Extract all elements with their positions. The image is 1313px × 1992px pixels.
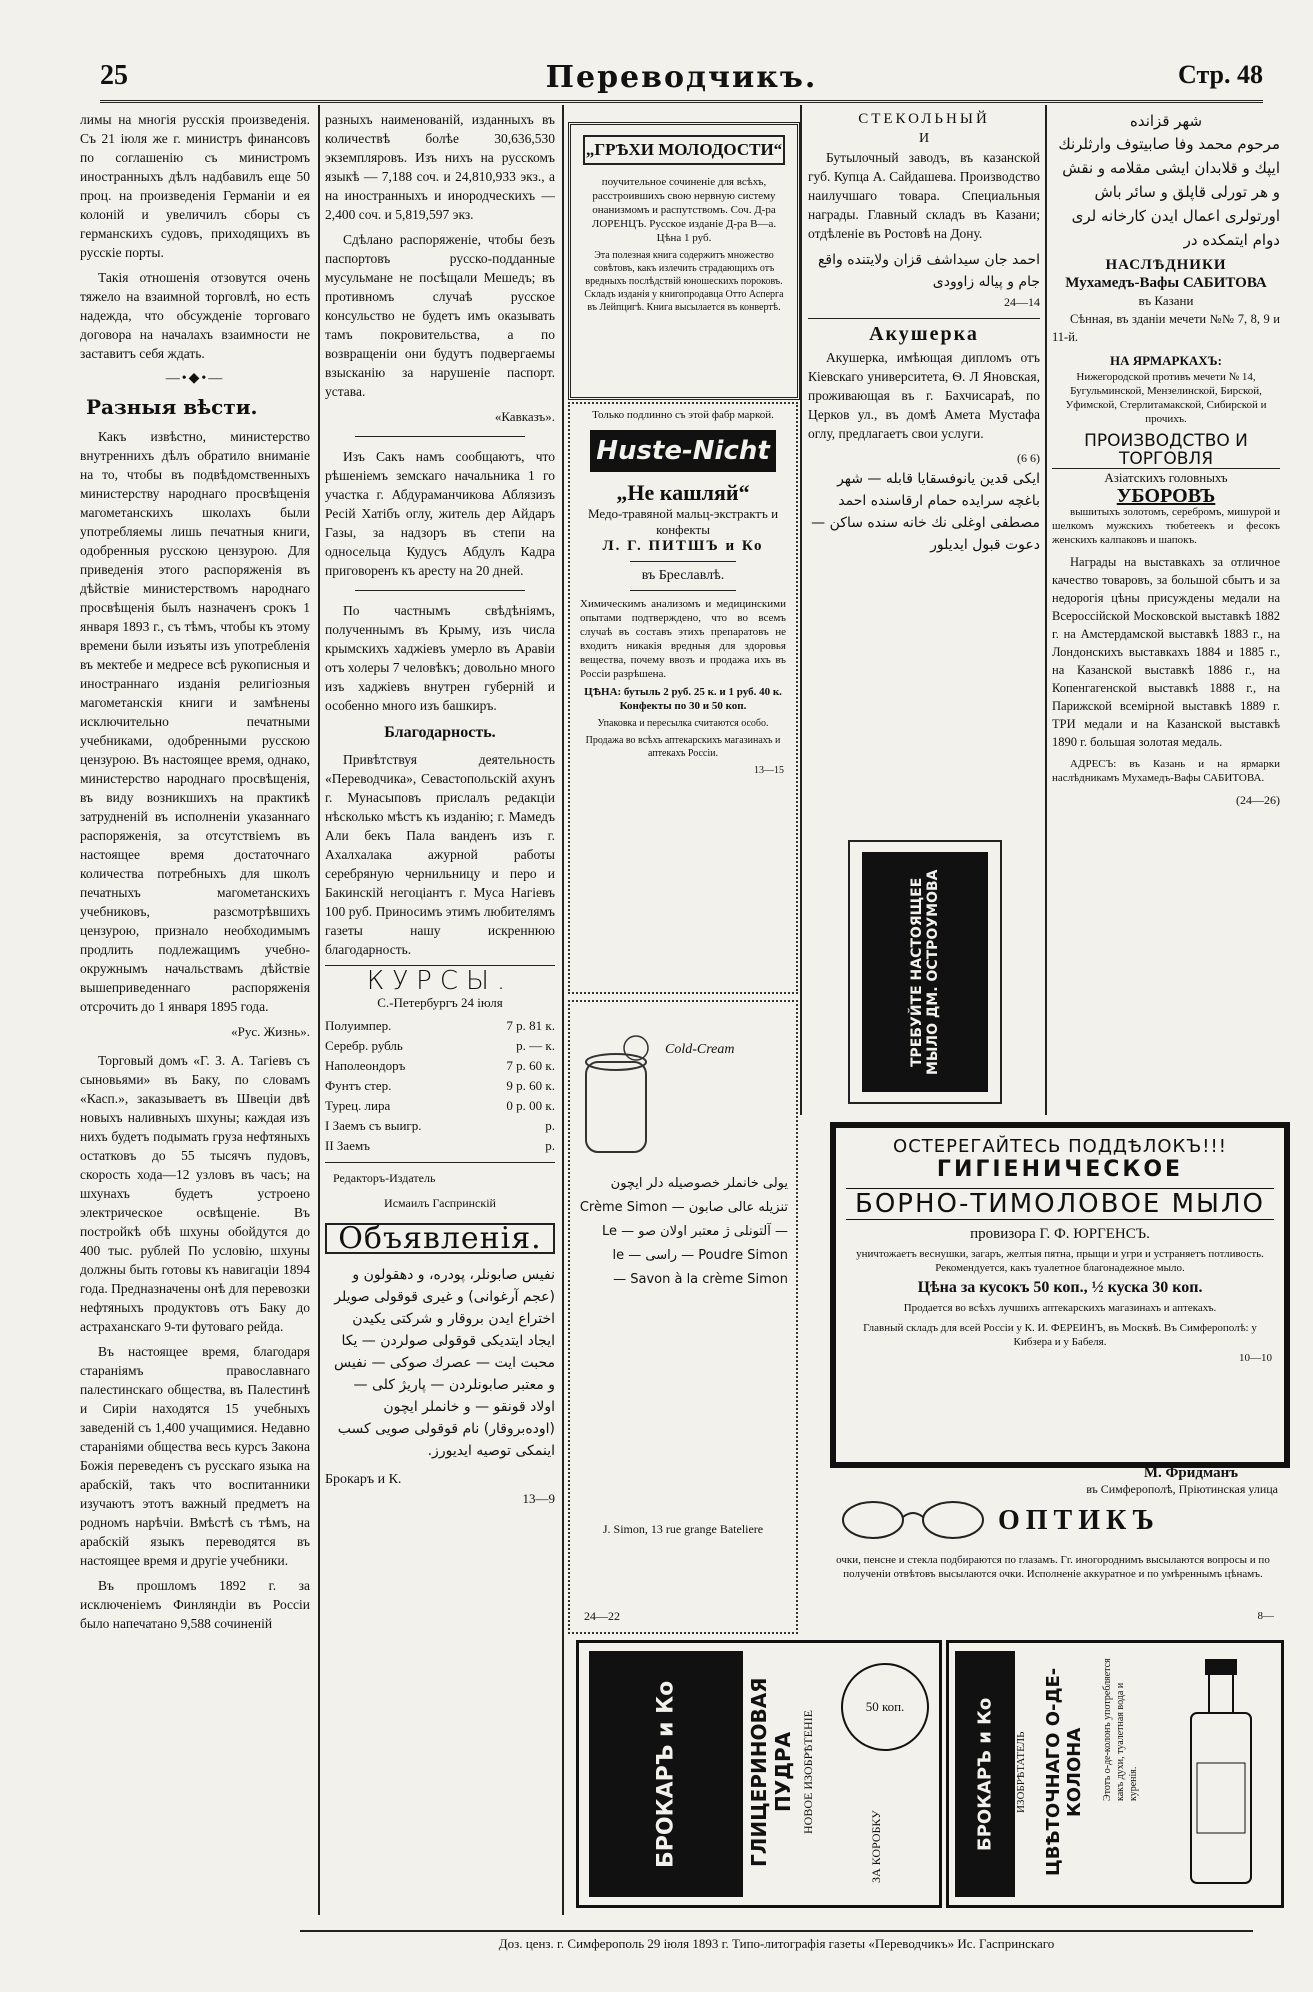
ornament-divider: —•◆•— bbox=[165, 371, 225, 386]
ubory-text: вышитыхъ золотомъ, серебромъ, мишурой и шелкомъ мужскихъ тюбетеекъ и фесокъ женскихъ калпаковъ и шапокъ. bbox=[1052, 506, 1280, 546]
ostroumov-soap-text: ТРЕБУЙТЕ НАСТОЯЩЕЕ МЫЛО ДМ. ОСТРОУМОВА bbox=[909, 869, 941, 1075]
editor-name: Исмаилъ Гаспринскій bbox=[384, 1196, 496, 1210]
exchange-rates-date: С.-Петербургъ 24 іюля bbox=[377, 995, 503, 1010]
section-title: Разныя вѣсти. bbox=[86, 395, 258, 419]
brocard-cologne-brand: БРОКАРЪ и Ко bbox=[974, 1697, 996, 1851]
page-footer: Доз. ценз. г. Симферополь 29 іюля 1893 г. Типо-литографія газеты «Переводчикъ» Ис. Гаспринскаго bbox=[300, 1930, 1253, 1952]
exchange-rate-name: Серебр. рубль bbox=[325, 1038, 403, 1053]
article-text: Такія отношенія отзовутся очень тяжело на взаимной торговлѣ, но есть надежда, что обсужденіе торговаго договора на началахъ взаимности не заставитъ себя ждать. bbox=[80, 270, 310, 361]
soap-maker: провизора Г. Ф. ЮРГЕНСЪ. bbox=[970, 1226, 1150, 1242]
exchange-rate-row bbox=[325, 1076, 555, 1096]
brocard-powder-ad bbox=[576, 1640, 942, 1908]
announcements-title: Объявленія. bbox=[325, 1223, 555, 1254]
column-rule bbox=[562, 105, 564, 1915]
ad-number: (6 6) bbox=[1017, 451, 1040, 465]
ad-number: 13—9 bbox=[522, 1491, 555, 1506]
brocard-brand-stamp bbox=[589, 1651, 743, 1897]
divider bbox=[630, 561, 736, 562]
article-text: Въ настоящее время, благодаря стараніямъ православнаго палестинскаго общества, въ Палестинѣ и Сиріи находятся 15 учебныхъ заведеній съ 1,400 учащимися. Недавно стараніями общества весь курсъ Закона Божія переведенъ съ русскаго языка на арабскій, такъ что воспитанники изучаютъ этотъ важный предметъ на родномъ нарѣчіи. Вмѣстѣ съ тѣмъ, на арабскій языкъ переводятся въ настоящее время и другіе учебники. bbox=[80, 1344, 310, 1568]
optician-title: ОПТИКЪ bbox=[998, 1505, 1160, 1536]
source-credit: «Кавказъ». bbox=[494, 409, 555, 424]
article-text: Въ прошломъ 1892 г. за исключеніемъ Финляндіи въ Россіи было напечатано 9,588 сочиненій bbox=[80, 1578, 310, 1631]
exchange-rate-row bbox=[325, 1136, 555, 1156]
column-1 bbox=[80, 110, 310, 1890]
brocard-cologne-sub: ИЗОБРѢТАТЕЛЬ bbox=[1015, 1731, 1027, 1813]
simon-address: J. Simon, 13 rue grange Bateliere bbox=[602, 1522, 764, 1536]
ostroumov-soap-stamp bbox=[862, 852, 988, 1092]
huste-text: Химическимъ анализомъ и медицинскими опытами подтверждено, что во всемъ случаѣ въ составъ этихъ препаратовъ не входитъ никакія вредныя для здоровья вещества, почему ввозъ и продажа ихъ въ Россіи разрѣшена. bbox=[580, 598, 786, 680]
article-text: Какъ извѣстно, министерство внутреннихъ дѣлъ обратило вниманіе на то, чтобы въ подвѣдомственныхъ министерству народнаго просвѣщенія магометанскихъ школахъ были употребляемы лишь печатныя книги, одобренныя русскою цензурою. Для приведенія этого распоряженія въ дѣйствіе министерствомъ народнаго просвѣщенія былъ назначенъ срокъ 1 января 1893 г., съ тѣмъ, чтобы къ этому времени были изъяты изъ употребленія въ мектебе и медресе всѣ рукописныя и иностраннаго изданія религіозныя магометанскія книги и замѣнены исключительно печатными учебниками, одобренными русскою цензурою. Въ настоящее время, однако, министерство народнаго просвѣщенія, въ виду возникшихъ на практикѣ затрудненій въ исполненіи указаннаго распоряженія, за отсутствіемъ въ настоящее время достаточнаго количества потребныхъ для школъ печатныхъ магометанскихъ учебниковъ, разсмотрѣвшихъ цензурою, признало необходимымъ продлить подлежащимъ учебно-окружнымъ начальствамъ дѣйствіе вышеприведеннаго распоряженія отсрочить до 1 января 1895 года. bbox=[80, 429, 310, 1014]
huste-maker: Л. Г. ПИТШЪ и Ко bbox=[602, 538, 764, 554]
huste-nicht-logo: Huste-Nicht bbox=[590, 430, 776, 472]
production-title: ПРОИЗВОДСТВО И ТОРГОВЛЯ bbox=[1052, 432, 1280, 469]
brocard-powder-brand: БРОКАРЪ и Ко bbox=[653, 1680, 679, 1868]
soap-name: БОРНО-ТИМОЛОВОЕ МЫЛО bbox=[846, 1188, 1274, 1220]
brocard-cologne-ad bbox=[946, 1640, 1284, 1908]
exchange-rate-value: 7 р. 81 к. bbox=[506, 1018, 555, 1033]
ad-number: 10—10 bbox=[1239, 1352, 1272, 1364]
optician-name: М. Фридманъ bbox=[1143, 1465, 1238, 1481]
spectacles-icon bbox=[838, 1495, 988, 1545]
huste-sale: Продажа во всѣхъ аптекарскихъ магазинахъ и аптекахъ Россіи. bbox=[585, 735, 781, 759]
ad-number: 13—15 bbox=[754, 765, 784, 776]
article-text: Изъ Сакъ намъ сообщаютъ, что рѣшеніемъ земскаго начальника 1 го участка г. Абдураманчикова Аблязизъ Ресій Хатібъ оглу, житель дер Айдаръ Газы, за надзоръ въ степи на односельца Кудусъ Абдулъ Кадра приговоренъ къ аресту на 20 дней. bbox=[325, 449, 555, 578]
ostroumov-soap-ad bbox=[848, 840, 1002, 1104]
brocard-cologne-brand-stamp bbox=[955, 1651, 1015, 1897]
fairs-title: НА ЯРМАРКАХЪ: bbox=[1110, 353, 1222, 368]
article-text: разныхъ наименованій, изданныхъ въ количествѣ болѣе 30,636,530 экземпляровъ. Изъ нихъ на русскомъ языкѣ — 7,188 соч. и 24,810,933 экз., а на иностранныхъ и инородческихъ — 2,400 соч. и 5,819,597 экз. bbox=[325, 112, 555, 222]
sabitov-address: АДРЕСЪ: въ Казань и на ярмарки наслѣдникамъ Мухамедъ-Вафы САБИТОВА. bbox=[1052, 758, 1280, 784]
divider bbox=[630, 590, 736, 591]
brocard-cologne-text: Этотъ о-де-колонъ употребляется какъ духи, туалетная вода и куренія. bbox=[1102, 1658, 1139, 1801]
grekhi-small-text: Эта полезная книга содержитъ множество совѣтовъ, какъ излечить страдающихъ отъ вредныхъ послѣдствій юношескихъ пороковъ. Складъ изданія у книгопродавца Отто Асперга въ Лейпцигѣ. Книга высылается въ конвертѣ. bbox=[584, 250, 784, 313]
brocard-cologne-product: ЦВѢТОЧНАГО О-ДЕ-КОЛОНА bbox=[1043, 1667, 1085, 1877]
grekhi-title: „ГРѢХИ МОЛОДОСТИ“ bbox=[583, 135, 785, 165]
huste-nicht-ad bbox=[568, 402, 798, 994]
divider bbox=[355, 590, 525, 591]
grekhi-text: поучительное сочиненіе для всѣхъ, расстроившихъ свою нервную систему онанизмомъ и распутствомъ. Соч. Д-ра ЛОРЕНЦЪ. Русское изданіе Д-ра В—а. Цѣна 1 руб. bbox=[591, 176, 777, 244]
divider bbox=[808, 318, 1040, 319]
column-2 bbox=[325, 110, 555, 1890]
gratitude-title: Благодарность. bbox=[384, 724, 496, 741]
ad-number: 24—14 bbox=[1004, 295, 1040, 309]
optician-city: въ Симферополѣ, Пріютинская улица bbox=[1086, 1482, 1278, 1496]
exchange-rate-name: Наполеондоръ bbox=[325, 1058, 406, 1073]
asiatic-label: Азіатскихъ головныхъ bbox=[1104, 470, 1228, 485]
simon-cream-ad bbox=[568, 1000, 798, 1634]
sabitov-arabic-text: مرحوم محمد وفا صابیتوف وارثلرنك ایپك و قلابدان ایشی مقلامه و نقش و هر تورلی قاپلق و سائر باش اورتولری اعمال ایدن کارخانه لری دوام ایتمکده در bbox=[1058, 135, 1280, 249]
heirs-title: НАСЛѢДНИКИ bbox=[1105, 257, 1227, 273]
exchange-rate-name: Фунтъ стер. bbox=[325, 1078, 392, 1093]
fairs-text: Нижегородской противъ мечети № 14, Бугульминской, Мензелинской, Бирской, Уфимской, Стерлитамакской, Сибирской и прочихъ. bbox=[1065, 371, 1267, 425]
exchange-rate-value: 9 р. 60 к. bbox=[506, 1078, 555, 1093]
huste-city: въ Бреславлѣ. bbox=[641, 568, 725, 583]
simon-arabic-text: یولی خانملر خصوصیله دلر ایچون تنزیله عالی صابون — Crème Simon — آلتونلی ژ معتبر اولان صو — Le Poudre Simon — راسی — le Savon à la crème Simon — bbox=[579, 1176, 788, 1287]
exchange-rate-value: 7 р. 60 к. bbox=[506, 1058, 555, 1073]
article-text: Торговый домъ «Г. З. А. Тагіевъ съ сыновьями» въ Баку, по словамъ «Касп.», заказываетъ въ Швеціи двѣ новыхъ наливныхъ шхуны; каждая изъ нихъ будетъ подымать груза нефтяныхъ остатковъ до 55 тысячъ пудовъ, скорость хода—12 узловъ въ часъ; на шхунахъ будетъ устроено электрическое освѣщеніе. Въ постройкѣ обѣ шхуны обойдутся до 400 тыс. рублей По условію, шхуны должны быть готовы къ навигаціи 1894 года. Предназначены онѣ для перевозки нефтяныхъ продуктовъ отъ Баку до астраханскаго 9-ти футоваго рейда. bbox=[80, 1053, 310, 1334]
exchange-rate-value: р. bbox=[545, 1138, 555, 1153]
soap-warning-banner: ОСТЕРЕГАЙТЕСЬ ПОДДѢЛОКЪ!!! bbox=[893, 1136, 1227, 1157]
cold-cream-label: Cold-Cream bbox=[665, 1042, 735, 1057]
exchange-rate-value: р. bbox=[545, 1118, 555, 1133]
exchange-rate-row bbox=[325, 1116, 555, 1136]
exchange-rate-row bbox=[325, 1056, 555, 1076]
divider bbox=[355, 436, 525, 437]
page-number-left: 25 bbox=[100, 60, 128, 91]
exchange-rate-name: II Заемъ bbox=[325, 1138, 370, 1153]
brocard-powder-sub: НОВОЕ ИЗОБРѢТЕНІЕ bbox=[801, 1710, 815, 1834]
ad-number: 24—22 bbox=[584, 1609, 620, 1623]
huste-quote: „Не кашляй“ bbox=[616, 480, 750, 505]
page-header bbox=[100, 60, 1263, 103]
page-number-right: Стр. 48 bbox=[1178, 60, 1263, 89]
optician-ad bbox=[828, 1465, 1278, 1623]
exchange-rate-name: Полуимпер. bbox=[325, 1018, 392, 1033]
ad-number: (24—26) bbox=[1236, 793, 1280, 807]
yurgens-soap-ad bbox=[830, 1122, 1290, 1468]
brocard-powder-product: ГЛИЦЕРИНОВАЯ ПУДРА bbox=[747, 1677, 795, 1867]
heirs-name: Мухамедъ-Вафы САБИТОВА bbox=[1065, 275, 1267, 291]
column-rule bbox=[1045, 105, 1047, 1115]
huste-pack: Упаковка и пересылка считаются особо. bbox=[597, 718, 769, 729]
cologne-bottle-icon bbox=[1161, 1653, 1271, 1893]
newspaper-title: Переводчикъ. bbox=[545, 60, 818, 95]
soap-price: Цѣна за кусокъ 50 коп., ½ куска 30 коп. bbox=[917, 1279, 1203, 1296]
awards-text: Награды на выставкахъ за отличное качество товаровъ, за большой сбытъ и за недорогія цѣны присуждены медали на Всероссійской Московской выставкѣ 1882 г. на Амстердамской выставкѣ 1883 г., на Лондонскихъ выставкахъ 1884 и 1885 г., на Казанской выставкѣ 1886 г., на Копенгагенской выставкѣ 1888 г., на Парижской всемірной выставкѣ 1889 г. ТРИ медали и на Казанской выставкѣ 1890 г. большая золотая медаль. bbox=[1052, 555, 1280, 749]
column-rule bbox=[800, 105, 802, 1115]
trademark-note: Только подлинно съ этой фабр маркой. bbox=[592, 409, 774, 421]
brocard-powder-side: ЗА КОРОБКУ bbox=[869, 1810, 883, 1883]
huste-description: Медо-травяной мальц-экстрактъ и конфекты bbox=[587, 506, 779, 537]
exchange-rate-name: Турец. лира bbox=[325, 1098, 391, 1113]
sabitov-arabic-title: شهر قزانده bbox=[1129, 112, 1203, 130]
midwife-arabic: ایکی قدین یانوفسقایا قابله — شهر باغچه سرایده حمام ارقاسنده احمد مصطفی اوغلی نك خانه سنده ساکن — دعوت قبول ایدیلور bbox=[811, 471, 1040, 553]
exchange-rate-value: 0 р. 00 к. bbox=[506, 1098, 555, 1113]
article-text: По частнымъ свѣдѣніямъ, полученнымъ въ Крыму, изъ числа крымскихъ хаджіевъ умерло въ Аравіи отъ холеры 7 человѣкъ; довольно много изъ хаджіевъ внутрен губерній и особенно много изъ башкиръ. bbox=[325, 603, 555, 713]
ubory-title: УБОРОВЪ bbox=[1116, 485, 1216, 507]
heirs-address: Сѣнная, въ зданіи мечети №№ 7, 8, 9 и 11-й. bbox=[1052, 312, 1280, 344]
glass-factory-arabic: احمد جان سیداشف قزان ولایتنده واقع جام و پیاله زاوودی bbox=[817, 252, 1040, 290]
midwife-title: Акушерка bbox=[869, 323, 979, 345]
article-text: Привѣтствуя деятельность «Переводчика», Севастопольскій ахунъ г. Мунасыповъ прислалъ редакціи нѣсколько мѣстъ къ изданію; г. Мамедъ Али бекъ Пала ванденъ изъ г. Ахалхалака ажурной работы серебряную чернильницу и перо и Бакинскій негоціантъ г. Муса Нагіевъ 100 руб. Приносимъ этимъ любителямъ газеты нашу искреннюю благодарность. bbox=[325, 752, 555, 957]
column-5 bbox=[1052, 110, 1280, 1110]
exchange-rate-row bbox=[325, 1016, 555, 1036]
editor-label: Редакторъ-Издатель bbox=[333, 1171, 436, 1185]
exchange-rate-row bbox=[325, 1096, 555, 1116]
exchange-rates-table bbox=[325, 1016, 555, 1156]
glass-factory-and: И bbox=[918, 131, 930, 146]
soap-depot: Главный складъ для всей Россіи у К. И. ФЕРЕИНЪ, въ Москвѣ. Въ Симферополѣ: у Кибзера и у Бабеля. bbox=[863, 1322, 1257, 1348]
source-credit: «Рус. Жизнь». bbox=[231, 1024, 310, 1039]
midwife-text: Акушерка, имѣющая дипломъ отъ Кіевскаго университета, Ѳ. Л Яновская, проживающая въ г. Бахчисараѣ, по Церков ул., въ домѣ Амета Мустафа оглу, предлагаетъ свои услуги. bbox=[808, 350, 1040, 441]
huste-price: ЦѢНА: бутыль 2 руб. 25 к. и 1 руб. 40 к. Конфекты по 30 и 50 коп. bbox=[584, 686, 782, 712]
soap-hygienic: ГИГІЕНИЧЕСКОЕ bbox=[936, 1157, 1184, 1182]
exchange-rate-row bbox=[325, 1036, 555, 1056]
optician-text: очки, пенсне и стекла подбираются по глазамъ. Гг. иногороднимъ высылаются вопросы и по полученіи отвѣтовъ высылаются очки. Исполненіе аккуратное и по умѣреннымъ цѣнамъ. bbox=[836, 1554, 1270, 1580]
exchange-rate-name: I Заемъ съ выигр. bbox=[325, 1118, 422, 1133]
cream-jar-icon bbox=[578, 1032, 658, 1162]
ad-number: 8— bbox=[1257, 1610, 1274, 1622]
glass-factory-title: СТЕКОЛЬНЫЙ bbox=[858, 111, 990, 127]
soap-text: уничтожаетъ веснушки, загаръ, желтыя пятна, прыщи и угри и устраняетъ потливость. Рекомендуется, какъ туалетное благонадежное мыло. bbox=[856, 1248, 1264, 1274]
grekhi-ad bbox=[568, 122, 800, 400]
heirs-city: въ Казани bbox=[1138, 293, 1194, 308]
column-rule bbox=[318, 105, 320, 1915]
divider bbox=[325, 1162, 555, 1163]
article-text: лимы на многія русскія произведенія. Съ 21 іюля же г. министръ финансовъ по соглашенію съ министромъ иностранныхъ дѣлъ надбавилъ еще 50 проц. на произведенія Германіи и ея колоній и увеличилъ сборы съ германскихъ судовъ, приходящихъ въ русскіе порты. bbox=[80, 112, 310, 260]
soap-sale: Продается во всѣхъ лучшихъ аптекарскихъ магазинахъ и аптекахъ. bbox=[903, 1302, 1217, 1314]
brocard-powder-price: 50 коп. bbox=[841, 1663, 929, 1751]
exchange-rate-value: р. — к. bbox=[516, 1038, 555, 1053]
brocard-ad-text: نفیس صابونلر، پودره، و دهقولون و (عجم آرغوانی) و غیری قوقولی صویلر اختراع ایدن بروقار و شرکتی یکیدن ایجاد ایتدیکی قوقولی صولردن — یکا محبت ایت — عصرك صوكی — نفیس و معتبر صابونلردن — پاریژ کلی — اولاد قونقو — و خانملر ایچون (اوده‌بروقار) نام قوقولی صویی کسب اینمکی توصیه ایدیورز. bbox=[333, 1267, 555, 1459]
brocard-ad-signature: Брокаръ и К. bbox=[325, 1472, 402, 1487]
glass-factory-text: Бутылочный заводъ, въ казанской губ. Купца А. Сайдашева. Производство наилучшаго товара. Специальныя награды. Главный складъ въ Казани; отдѣленіе въ Ростовѣ на Дону. bbox=[808, 150, 1040, 241]
article-text: Сдѣлано распоряженіе, чтобы безъ паспортовъ русско-подданные мусульмане не посѣщали Мешедъ; въ противномъ случаѣ русское консульство не будетъ имъ оказывать тамъ покровительства, а по возвращеніи они будутъ подвергаемы взысканію за нарушеніе паспорт. устава. bbox=[325, 232, 555, 399]
exchange-rates-title: КУРСЫ. bbox=[366, 966, 514, 996]
